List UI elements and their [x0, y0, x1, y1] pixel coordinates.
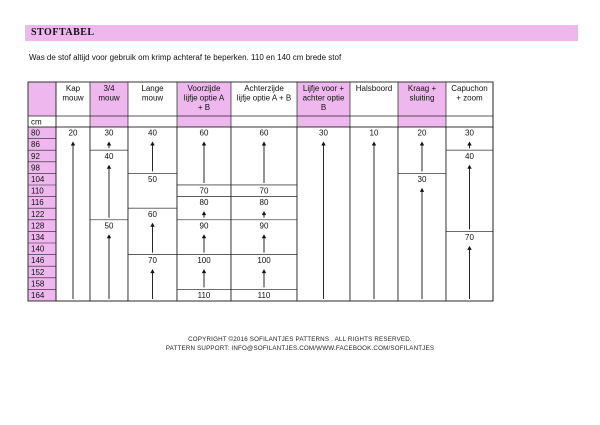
column-header-line: Kap — [65, 84, 81, 93]
cell-value: 70 — [259, 186, 269, 196]
column-header-line: lijfje optie A + B — [236, 93, 292, 103]
column-1 — [56, 82, 90, 301]
cell-value: 40 — [148, 128, 157, 138]
column-header-line: mouw — [98, 93, 120, 103]
column-unit-cell — [446, 116, 493, 127]
cell-value: 10 — [369, 128, 379, 138]
column-header-line: mouw — [141, 93, 164, 103]
cell-value: 80 — [199, 198, 209, 208]
column-header-line: Lange — [141, 84, 164, 93]
cell-value: 60 — [259, 128, 269, 138]
column-6 — [297, 82, 350, 301]
column-unit-cell — [297, 116, 350, 127]
column-unit-cell — [398, 116, 446, 127]
size-label: 98 — [31, 163, 40, 173]
size-header-blank — [28, 82, 56, 116]
column-unit-cell — [90, 116, 128, 127]
column-header-line: lijfje optie A — [183, 93, 225, 103]
column-header-line: Capuchon — [451, 84, 488, 93]
column-header-line: achter optie — [302, 93, 345, 103]
cell-value: 110 — [197, 291, 211, 300]
cell-value: 50 — [148, 175, 157, 184]
cell-value: 50 — [104, 221, 114, 231]
cell-value: 20 — [68, 128, 78, 138]
column-header-line: Halsboord — [355, 84, 393, 93]
column-unit-cell — [177, 116, 231, 127]
cell-value: 70 — [199, 186, 209, 196]
cell-value: 80 — [259, 198, 269, 208]
size-label: 158 — [31, 279, 45, 289]
size-label: 116 — [31, 198, 44, 208]
cell-value: 40 — [104, 151, 114, 161]
cell-value: 40 — [465, 151, 474, 161]
column-3 — [128, 82, 177, 301]
cell-value: 30 — [417, 175, 427, 184]
cell-value: 70 — [148, 256, 157, 266]
column-unit-cell — [350, 116, 398, 127]
column-header-line: B — [320, 103, 327, 112]
size-label: 164 — [31, 291, 45, 300]
column-header-line: Lijfje voor + — [302, 84, 345, 93]
cell-value: 20 — [417, 128, 427, 138]
cell-value: 70 — [465, 233, 474, 242]
size-label: 110 — [31, 186, 44, 196]
size-label: 80 — [31, 128, 40, 138]
column-header-line: Voorzijde — [187, 84, 221, 93]
size-label: 104 — [31, 175, 45, 184]
size-label: 86 — [31, 140, 40, 150]
size-label: 134 — [31, 233, 45, 242]
column-header-line: Kraag + — [407, 84, 437, 93]
column-5 — [231, 82, 297, 301]
column-header-line: + B — [197, 103, 211, 112]
size-unit-label: cm — [31, 117, 42, 127]
size-label: 128 — [31, 221, 45, 231]
cell-value: 30 — [319, 128, 328, 138]
column-unit-cell — [56, 116, 90, 127]
column-9 — [446, 82, 493, 301]
page-title: STOFTABEL — [31, 27, 95, 38]
column-header-line: + zoom — [456, 93, 483, 103]
cell-value: 60 — [148, 209, 157, 219]
column-header-line: Achterzijde — [244, 84, 284, 93]
column-header-line: 3/4 — [103, 84, 115, 93]
column-unit-cell — [231, 116, 297, 127]
size-label: 146 — [31, 256, 45, 266]
column-7 — [350, 82, 398, 301]
cell-value: 90 — [199, 221, 209, 231]
cell-value: 100 — [257, 256, 271, 266]
intro-text: Was de stof altijd voor gebruik om krimp achteraf te beperken. 110 en 140 cm brede stof — [29, 53, 342, 62]
cell-value: 110 — [257, 291, 271, 300]
size-label: 140 — [31, 244, 45, 254]
column-8 — [398, 82, 446, 301]
column-2 — [90, 82, 128, 301]
column-header-line: mouw — [62, 93, 84, 103]
cell-value: 30 — [104, 128, 114, 138]
cell-value: 90 — [259, 221, 269, 231]
column-header-line: sluiting — [409, 93, 435, 103]
size-label: 152 — [31, 267, 45, 277]
size-label: 122 — [31, 209, 45, 219]
cell-value: 60 — [199, 128, 209, 138]
column-unit-cell — [128, 116, 177, 127]
footer-support: PATTERN SUPPORT: INFO@SOFILANTJES.COM/WWW.FACEBOOK.COM/SOFILANTJES — [165, 345, 435, 352]
cell-value: 100 — [197, 256, 211, 266]
cell-value: 30 — [465, 128, 474, 138]
size-label: 92 — [31, 151, 40, 161]
column-4 — [177, 82, 231, 301]
footer-copyright: COPYRIGHT ©2016 SOFILANTJES PATTERNS . ALL RIGHTS RESERVED. — [188, 336, 412, 343]
